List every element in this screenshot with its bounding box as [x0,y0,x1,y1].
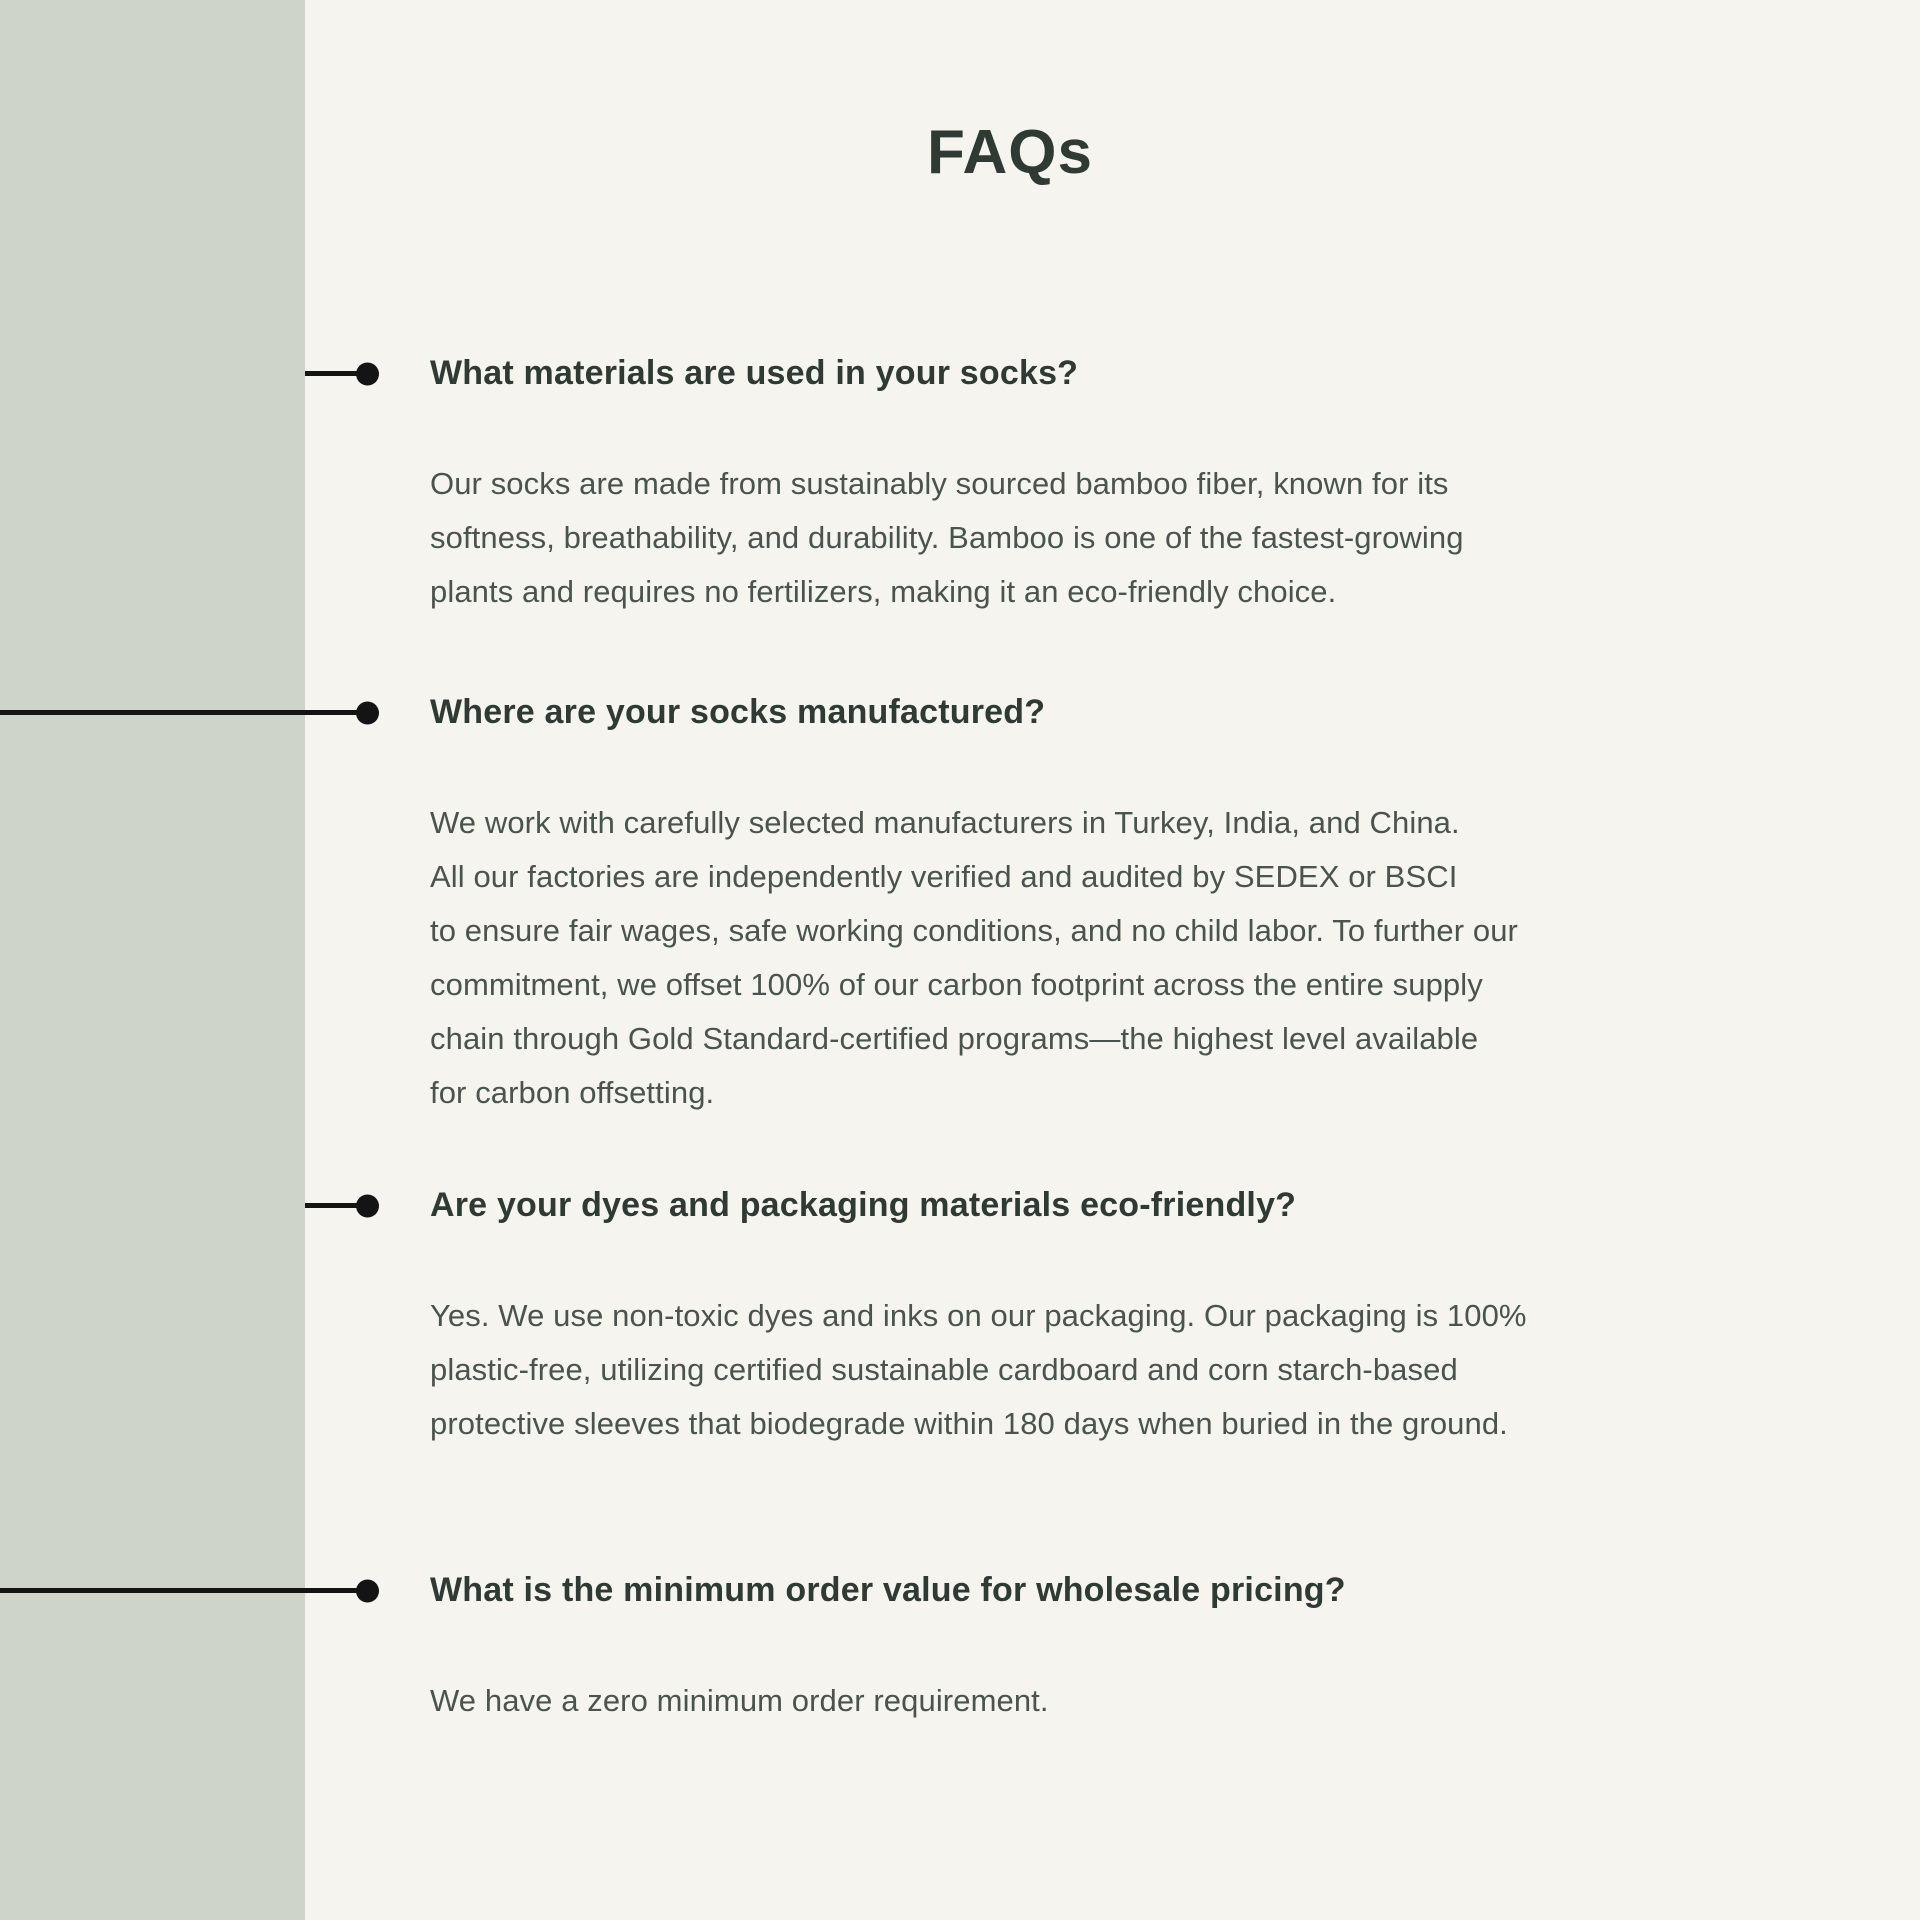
answer-line: Our socks are made from sustainably sourced bamboo fiber, known for its [430,466,1449,501]
answer-line: plastic-free, utilizing certified sustainable cardboard and corn starch-based [430,1352,1458,1387]
answer-line: plants and requires no fertilizers, making it an eco-friendly choice. [430,574,1337,609]
faq-answer [430,1674,1760,1728]
faq-answer [430,796,1760,1120]
answer-line: to ensure fair wages, safe working conditions, and no child labor. To further our [430,913,1518,948]
connector-line [305,371,367,376]
answer-line: Yes. We use non-toxic dyes and inks on our packaging. Our packaging is 100% [430,1298,1527,1333]
answer-line: for carbon offsetting. [430,1075,715,1110]
faq-question: What is the minimum order value for wholesale pricing? [430,1571,1346,1609]
faq-question: Where are your socks manufactured? [430,693,1046,731]
connector-line [0,710,367,715]
bullet-dot-icon [356,362,379,385]
faq-answer [430,457,1760,619]
answer-line: commitment, we offset 100% of our carbon footprint across the entire supply [430,967,1483,1002]
faq-answer [430,1289,1760,1451]
faq-question: What materials are used in your socks? [430,354,1079,392]
answer-line: chain through Gold Standard-certified programs—the highest level available [430,1021,1479,1056]
bullet-dot-icon [356,1579,379,1602]
sidebar-panel [0,0,305,1920]
answer-line: We work with carefully selected manufacturers in Turkey, India, and China. [430,805,1460,840]
bullet-dot-icon [356,1194,379,1217]
connector-line [0,1588,367,1593]
answer-line: All our factories are independently verified and audited by SEDEX or BSCI [430,859,1458,894]
answer-line: softness, breathability, and durability. Bamboo is one of the fastest-growing [430,520,1464,555]
bullet-dot-icon [356,701,379,724]
answer-line: protective sleeves that biodegrade within 180 days when buried in the ground. [430,1406,1508,1441]
connector-line [305,1203,367,1208]
faq-question: Are your dyes and packaging materials eco-friendly? [430,1186,1297,1224]
answer-line: We have a zero minimum order requirement. [430,1683,1049,1718]
page-title: FAQs [927,118,1093,187]
